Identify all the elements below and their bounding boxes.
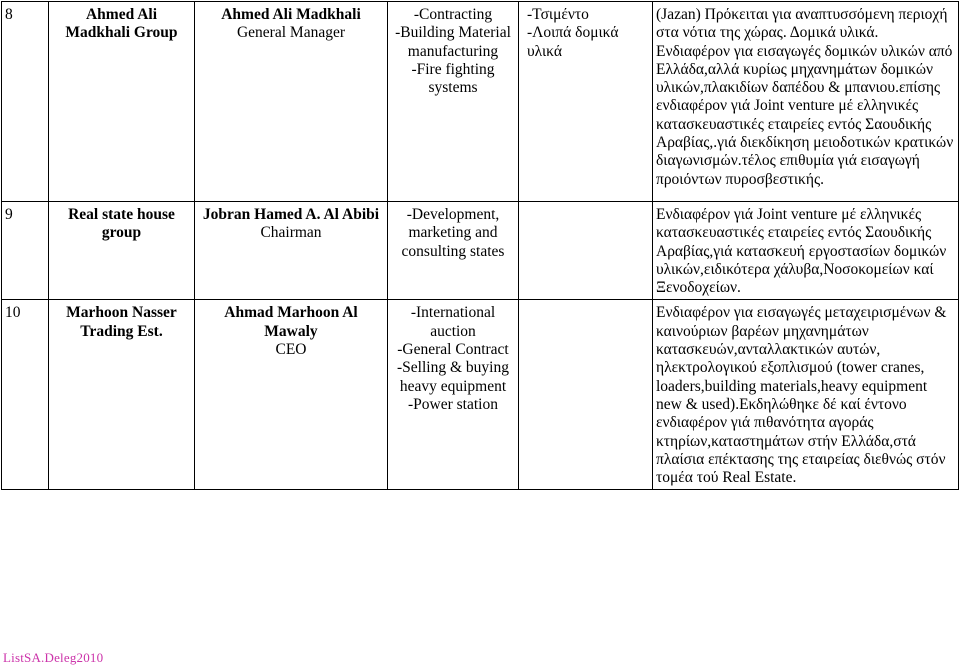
activity-line: -Fire fighting systems	[411, 60, 495, 97]
product-cell	[519, 300, 653, 490]
activity-cell	[388, 202, 519, 300]
activity-cell	[388, 300, 519, 490]
activity-line: -Building Material manufacturing	[395, 24, 511, 60]
contact-role: CEO	[275, 341, 307, 359]
company-name: Ahmed Ali Madkhali Group	[49, 2, 195, 202]
table-body	[2, 2, 959, 490]
contact-role: Chairman	[260, 224, 322, 242]
activity-line: -General Contract	[397, 341, 509, 359]
contact-cell	[195, 2, 388, 202]
company-name: Marhoon Nasser Trading Est.	[49, 300, 195, 490]
activity-line: -Power station	[408, 395, 498, 413]
row-number: 10	[2, 300, 49, 490]
interest-text: Ενδιαφέρον γιά Joint venture μέ ελληνικές κατασκευαστικές εταιρείες εντός Σαουδικής Αραβίας,γιά κατασκευή εργοστασίων δομικών υλικών,ειδικότερα χάλυβα,Νοσοκομείων καί Ξενοδοχείων.	[653, 202, 959, 300]
row-number: 8	[2, 2, 49, 202]
product-cell	[519, 2, 653, 202]
contact-cell	[195, 300, 388, 490]
table-row	[2, 2, 959, 202]
contact-role: General Manager	[236, 24, 345, 42]
table-row	[2, 300, 959, 490]
contact-name: Ahmad Marhoon Al Mawaly	[224, 304, 358, 340]
contact-name: Ahmed Ali Madkhali	[221, 6, 361, 23]
product-line: -Τσιμέντο	[527, 6, 589, 23]
company-name: Real state house group	[49, 202, 195, 300]
activity-line: -International auction	[410, 304, 496, 340]
table-row	[2, 202, 959, 300]
interest-text: (Jazan) Πρόκειται για αναπτυσσόμενη περιοχή στα νότια της χώρας. Δομικά υλικά. Ενδιαφέρον για εισαγωγές δομικών υλικών από Ελλάδα,αλλά κυρίως μηχανημάτων δομικών υλικών,πλακιδίων δαπέδου & μπανιου.επίσης ενδιαφέρον γιά Joint venture μέ ελληνικές κατασκευαστικές εταιρείες εντός Σαουδικής Αραβίας,.γιά διεκδίκηση μειοδοτικών κρατικών διαγωνισμών.τέλος επιθυμία γιά εισαγωγή προιόντων πυροσβεστικής.	[653, 2, 959, 202]
contact-cell	[195, 202, 388, 300]
contact-name: Jobran Hamed A. Al Abibi	[202, 206, 380, 223]
activity-line: -Development, marketing and consulting states	[401, 206, 505, 260]
footer-label: ListSA.Deleg2010	[3, 650, 104, 665]
company-table	[1, 1, 959, 490]
row-number: 9	[2, 202, 49, 300]
product-line: -Λοιπά δομικά υλικά	[527, 24, 619, 60]
activity-line: -Contracting	[413, 6, 493, 23]
interest-text: Ενδιαφέρον για εισαγωγές μεταχειρισμένων & καινούριων βαρέων μηχανημάτων κατασκευών,ανταλλακτικών αυτών, ηλεκτρολογικού εξοπλισμού (tower cranes, loaders,building materials,heavy equipment new & used).Εκδηλώθηκε δέ καί έντονο ενδιαφέρον γιά πιθανότητα αγοράς κτηρίων,καταστημάτων στήν Ελλάδα,στά πλαίσια επέκτασης της εταιρείας διεθνώς στόν τομέα τού Real Estate.	[653, 300, 959, 490]
activity-cell	[388, 2, 519, 202]
product-cell	[519, 202, 653, 300]
activity-line: -Selling & buying heavy equipment	[397, 359, 509, 395]
